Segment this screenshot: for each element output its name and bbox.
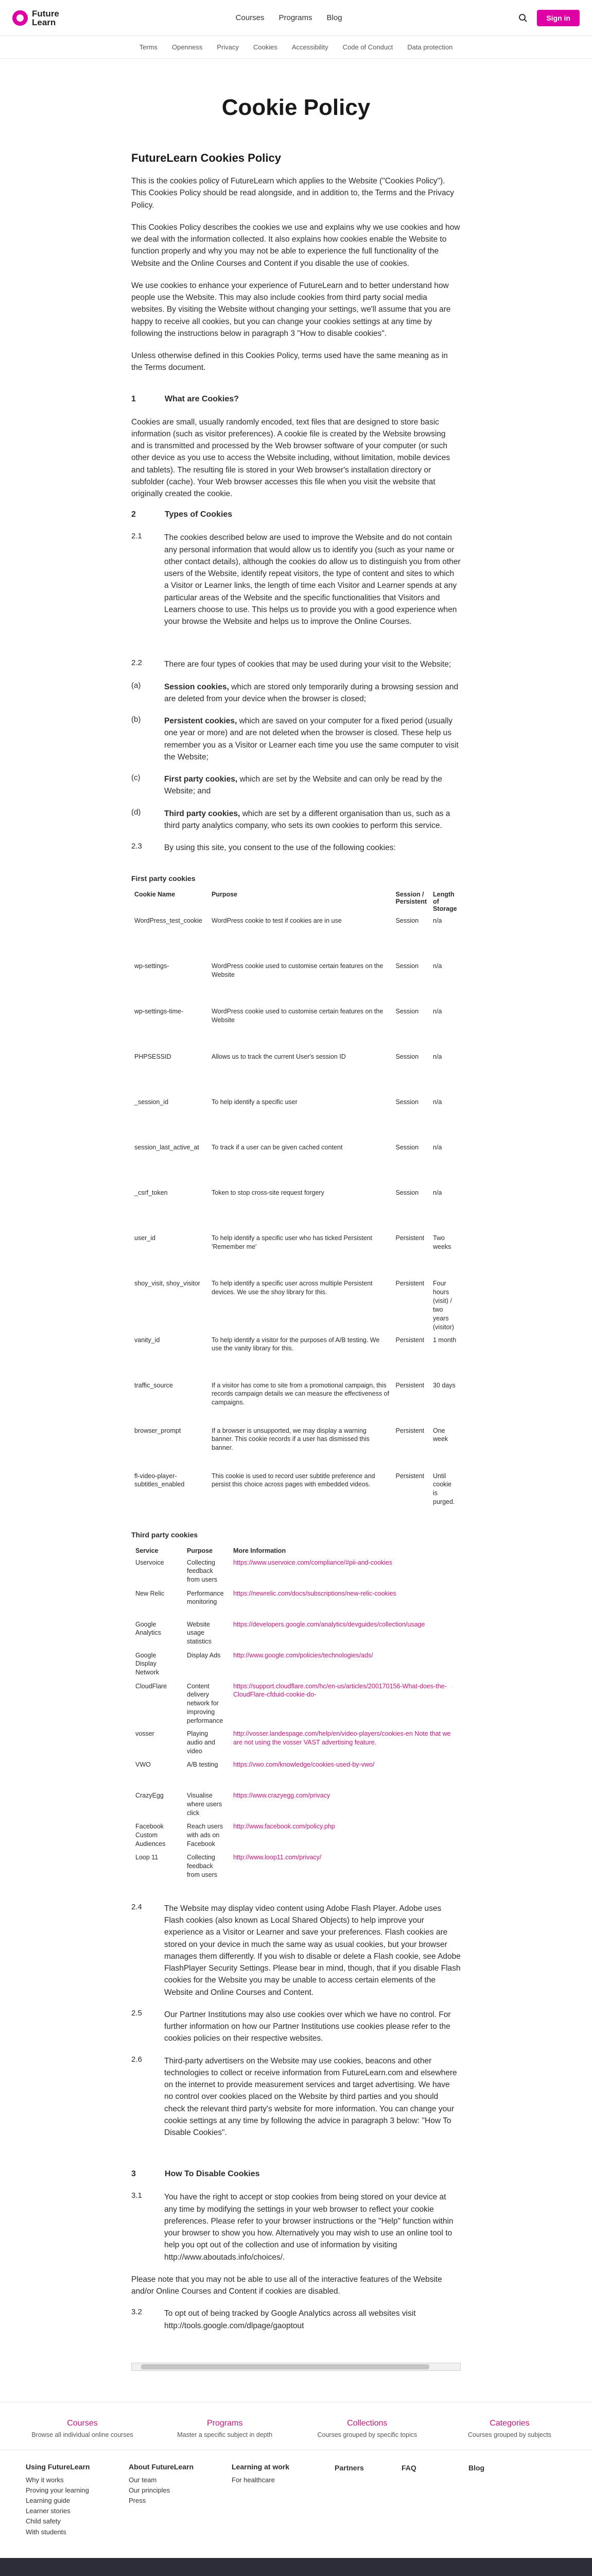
section-heading-types-of-cookies: 2 Types of Cookies (131, 510, 233, 519)
cookie-type-session: (a) Session cookies, which are stored only temporarily during a browsing session and are deleted from your device when the browser is closed; (131, 681, 459, 703)
cookie-type-third-party: (d) Third party cookies, which are set by a different organisation than us, such as a third party analytics company, who sets its own cookies to perform this service. (131, 807, 450, 830)
table-row: Google Display Network Display Ads http://www.google.com/policies/technologies/ads/ (135, 1651, 373, 1676)
footer-highlight-courses[interactable]: Courses Browse all individual online courses (31, 2418, 133, 2438)
table-row: vosser Playing audio and video http://vosser.landespage.com/help/en/video-players/cookies-en Note that we are not using the vosser VAST advertising feature. (135, 1730, 451, 1755)
more-info-link[interactable]: http://www.loop11.com/privacy/ (233, 1853, 322, 1861)
footer-highlight-collections[interactable]: Collections Courses grouped by specific topics (317, 2418, 417, 2438)
paragraph-2-5: 2.5 Our Partner Institutions may also use cookies over which we have no control. For further information on how our Partner Institutions use cookies please refer to the cookies policies on their respective websites. (131, 2008, 451, 2043)
cookie-type-first-party: (c) First party cookies, which are set by the Website and can only be read by the Website; and (131, 773, 442, 796)
table-header: Length of Storage (433, 891, 457, 913)
more-info-link[interactable]: https://vwo.com/knowledge/cookies-used-by-vwo/ (233, 1760, 375, 1768)
logo-text-learn: Learn (32, 17, 56, 27)
third-party-cookies-table (131, 1545, 461, 1882)
paragraph-3-1: 3.1 You have the right to accept or stop cookies from being stored on your device at any time by modifying the settings in your web browser to reflect your cookie preferences. Please refer to your browser instructions or the "Help" function within your browser to show you how. Alternatively you may wish to use an online tool to help you opt out of the collection and use of information by visiting http://www.aboutads.info/choices/. (131, 2191, 454, 2262)
policy-content (131, 59, 461, 2371)
table-row: VWO A/B testing https://vwo.com/knowledge/cookies-used-by-vwo/ (135, 1760, 375, 1768)
footer-link[interactable]: Our principles (129, 2486, 170, 2495)
table-row: traffic_source If a visitor has come to site from a promotional campaign, this records campaign details we can measure the effectiveness of campaigns. Persistent 30 days (134, 1381, 456, 1406)
footer-link[interactable]: Proving your learning (26, 2486, 89, 2495)
signin-button[interactable]: Sign in (537, 10, 580, 26)
scrollbar-thumb[interactable] (141, 2364, 429, 2369)
what-are-cookies-text: Cookies are small, usually randomly encoded, text files that are designed to store basic information (such as visitor preferences). A cookie file is created by the Website browsing and is transmitted and processed by the Web browser software of your computer (or such other device as you use to access the Website including, without limitation, mobile devices and tablets). The resulting file is stored in your Web browser's installation directory or subfolder (cache). Your Web browser accesses this file when you visit the website that originally created the cookie. (131, 417, 450, 498)
table-row: WordPress_test_cookie WordPress cookie to test if cookies are in use Session n/a (134, 917, 442, 925)
table-row: browser_prompt If a browser is unsupported, we may display a warning banner. This cookie records if a user has dismissed this banner. Persistent One week (134, 1427, 448, 1452)
site-header (0, 0, 592, 36)
subnav-data-protection[interactable]: Data protection (407, 43, 453, 51)
paragraph-2-2: 2.2 There are four types of cookies that may be used during your visit to the Website; (131, 658, 451, 669)
footer-link-faq[interactable]: FAQ (402, 2463, 416, 2472)
table-row: Facebook Custom Audiences Reach users with ads on Facebook http://www.facebook.com/policy.php (135, 1822, 335, 1848)
section-title: FutureLearn Cookies Policy (131, 151, 281, 164)
table-row: wp-settings-time- WordPress cookie used to customise certain features on the Website Session n/a (134, 1008, 442, 1024)
table-row: New Relic Performance monitoring https://newrelic.com/docs/subscriptions/new-relic-cookies (135, 1589, 396, 1606)
subnav-accessibility[interactable]: Accessibility (291, 43, 328, 51)
more-info-link[interactable]: http://vosser.landespage.com/help/en/video-players/cookies-en Note that we are not using the vosser VAST advertising feature. (233, 1730, 451, 1746)
footer-column-blog (468, 2463, 515, 2537)
nav-programs[interactable]: Programs (278, 13, 312, 22)
footer-column-partners (335, 2463, 381, 2537)
intro-paragraph: Unless otherwise defined in this Cookies Policy, terms used have the same meaning as in the Terms document. (131, 351, 448, 372)
table-row: CrazyEgg Visualise where users click https://www.crazyegg.com/privacy (135, 1791, 330, 1817)
footer-link[interactable]: Learner stories (26, 2507, 71, 2515)
main-nav (236, 13, 342, 22)
intro-paragraph: This Cookies Policy describes the cookies we use and explains why we use cookies and how we deal with the information collected. It also explains how cookies enable the Website to function properly and why you may not be able to experience the full functionality of the Website and the Online Courses and Content if you disable the use of cookies. (131, 223, 460, 268)
footer-column-learning-at-work: Learning at work For healthcare (232, 2463, 314, 2537)
paragraph-2-1: 2.1 The cookies described below are used to improve the Website and do not contain any personal information that would allow us to identify you (such as your name or other contact details), although the cookies do allow us to distinguish you from other users of the Website, identify repeat visitors, the type of content and sites to which a Visitor or Learner links, the length of time each Visitor and Learner spends at any particular areas of the Website and the specific functionalities that Visitors and Learners choose to use. This helps us to provide you with a good experience when your browse the Website and helps us to improve the Online Courses. (131, 532, 461, 626)
more-info-link[interactable]: https://support.cloudflare.com/hc/en-us/articles/200170156-What-does-the-CloudFlare-cfduid-cookie-do- (233, 1682, 447, 1699)
table-row: wp-settings- WordPress cookie used to customise certain features on the Website Session n/a (134, 962, 442, 979)
section-heading-how-to-disable: 3 How To Disable Cookies (131, 2170, 260, 2179)
more-info-link[interactable]: https://www.crazyegg.com/privacy (233, 1791, 330, 1799)
footer-link-blog[interactable]: Blog (468, 2463, 485, 2472)
page-title: Cookie Policy (221, 95, 371, 120)
table-row: user_id To help identify a specific user who has ticked Persistent 'Remember me' Persistent Two weeks (134, 1234, 451, 1251)
footer-link[interactable]: With students (26, 2528, 66, 2536)
horizontal-scrollbar[interactable] (131, 2363, 461, 2371)
table-row: _session_id To help identify a specific user Session n/a (134, 1098, 442, 1106)
third-party-cookies-title: Third party cookies (131, 1530, 198, 1539)
table-row: shoy_visit, shoy_visitor To help identify a specific user across multiple Persistent devices. We use the shoy library for this. Persistent Four hours (visit) / two years (visitor) (134, 1280, 454, 1331)
cookie-type-persistent: (b) Persistent cookies, which are saved on your computer for a fixed period (usually one year or more) and are not deleted when the browser is closed. These help us remember you as a Visitor or Learner each time you use the same computer to visit the Website; (131, 715, 459, 761)
table-row: _csrf_token Token to stop cross-site request forgery Session n/a (134, 1189, 442, 1197)
table-row: session_last_active_at To track if a user can be given cached content Session n/a (134, 1144, 442, 1151)
footer-dark (0, 2558, 592, 2576)
section-heading-what-are-cookies: 1 What are Cookies? (131, 394, 239, 403)
table-header: Purpose (187, 1547, 213, 1554)
logo-mark-icon (12, 10, 28, 26)
intro-paragraph: We use cookies to enhance your experience of FutureLearn and to better understand how people use the Website. This may also include cookies from third party social media websites. By visiting the Website without changing your settings, we'll assume that you are happy to receive all cookies, but you can change your cookies settings at any time by following the instructions below in paragraph 3 "How to disable cookies". (131, 281, 451, 338)
paragraph-3-2: 3.2 To opt out of being tracked by Google Analytics across all websites visit http://tools.google.com/dlpage/gaoptout (131, 2308, 416, 2330)
subnav-openness[interactable]: Openness (171, 43, 203, 51)
first-party-cookies-table (131, 889, 461, 1515)
footer-link[interactable]: Learning guide (26, 2497, 71, 2505)
footer-column-faq (402, 2463, 448, 2537)
table-row: PHPSESSID Allows us to track the current User's session ID Session n/a (134, 1053, 442, 1061)
more-info-link[interactable]: http://www.google.com/policies/technologies/ads/ (233, 1651, 373, 1659)
table-header: Session / Persistent (395, 891, 427, 906)
paragraph-2-3: 2.3 By using this site, you consent to the use of the following cookies: (131, 842, 396, 852)
subnav-cookies[interactable]: Cookies (253, 43, 277, 51)
footer-links (0, 2450, 592, 2558)
paragraph-2-4: 2.4 The Website may display video content using Adobe Flash Player. Adobe uses Flash cookies (also known as Local Shared Objects) to help improve your experience as a Visitor or Learner and save your preferences. Flash cookies are stored on your device in much the same way as usual cookies, but your browser manages them differently. If you wish to disable or delete a Flash cookie, see Adobe FlashPlayer Security Settings. Please bear in mind, though, that if you disable Flash cookies for the Website you may be unable to access certain elements of the Website and Online Courses and Content. (131, 1902, 461, 1997)
footer-link[interactable]: Our team (129, 2476, 157, 2484)
footer-link[interactable]: For healthcare (232, 2476, 275, 2484)
table-header: Cookie Name (134, 891, 176, 899)
futurelearn-logo[interactable] (12, 9, 59, 27)
footer-link-partners[interactable]: Partners (335, 2463, 364, 2472)
nav-blog[interactable]: Blog (326, 13, 342, 22)
more-info-link[interactable]: https://developers.google.com/analytics/devguides/collection/usage (233, 1620, 425, 1628)
table-row: Google Analytics Website usage statistics https://developers.google.com/analytics/devguides/collection/usage (135, 1620, 425, 1646)
policy-subnav (0, 36, 592, 59)
table-header: Purpose (212, 891, 238, 899)
subnav-terms[interactable]: Terms (139, 43, 158, 51)
table-row: CloudFlare Content delivery network for improving performance https://support.cloudflare.com/hc/en-us/articles/200170156-What-does-the-CloudFlare-cfduid-cookie-do- (135, 1682, 447, 1724)
disabled-cookies-note: Please note that you may not be able to use all of the interactive features of the Website and/or Online Courses and Content if cookies are disabled. (131, 2275, 442, 2296)
nav-courses[interactable]: Courses (235, 13, 265, 22)
table-header: Service (135, 1547, 159, 1554)
table-row: Uservoice Collecting feedback from users https://www.uservoice.com/compliance/#pii-and-cookies (135, 1558, 393, 1584)
intro-paragraph: This is the cookies policy of FutureLearn which applies to the Website ("Cookies Policy"). This Cookies Policy should be read alongside, and in addition to, the Terms and the Privacy Policy. (131, 177, 454, 210)
table-header: More Information (233, 1547, 286, 1554)
subnav-privacy[interactable]: Privacy (217, 43, 239, 51)
table-row: vanity_id To help identify a visitor for the purposes of A/B testing. We use the vanity library for this. Persistent 1 month (134, 1336, 457, 1352)
footer-link[interactable]: Child safety (26, 2517, 61, 2526)
footer-highlight-programs[interactable]: Programs Master a specific subject in depth (177, 2418, 273, 2438)
more-info-link[interactable]: http://www.facebook.com/policy.php (233, 1822, 335, 1830)
table-row: Loop 11 Collecting feedback from users http://www.loop11.com/privacy/ (135, 1853, 322, 1878)
table-row: fl-video-player-subtitles_enabled This cookie is used to record user subtitle preference and persist this choice across pages with embedded videos. Persistent Until cookie is purged. (134, 1472, 455, 1506)
footer-highlights (0, 2402, 592, 2450)
subnav-code-of-conduct[interactable]: Code of Conduct (342, 43, 393, 51)
more-info-link[interactable]: https://www.uservoice.com/compliance/#pii-and-cookies (233, 1558, 393, 1566)
footer-link[interactable]: Press (129, 2497, 146, 2505)
more-info-link[interactable]: https://newrelic.com/docs/subscriptions/new-relic-cookies (233, 1589, 396, 1597)
logo-text-future: Future (32, 8, 59, 19)
footer-link[interactable]: Why it works (26, 2476, 64, 2484)
search-icon[interactable] (518, 13, 528, 23)
footer-column-using-futurelearn: Using FutureLearn Why it works Proving your learning Learning guide Learner stories Child safety With students (26, 2463, 108, 2537)
paragraph-2-6: 2.6 Third-party advertisers on the Website may use cookies, beacons and other technologies to collect or receive information from FutureLearn.com and elsewhere on the internet to provide measurement services and target advertising. We have no control over cookies placed on the Website by third parties and you should check the relevant third party's website for more information. You can change your cookie settings at any time by following the advice in paragraph 3 below: "How To Disable Cookies". (131, 2055, 457, 2138)
footer-column-about: About FutureLearn Our team Our principles Press (129, 2463, 211, 2537)
first-party-cookies-title: First party cookies (131, 874, 196, 883)
footer-highlight-categories[interactable]: Categories Courses grouped by subjects (468, 2418, 551, 2438)
